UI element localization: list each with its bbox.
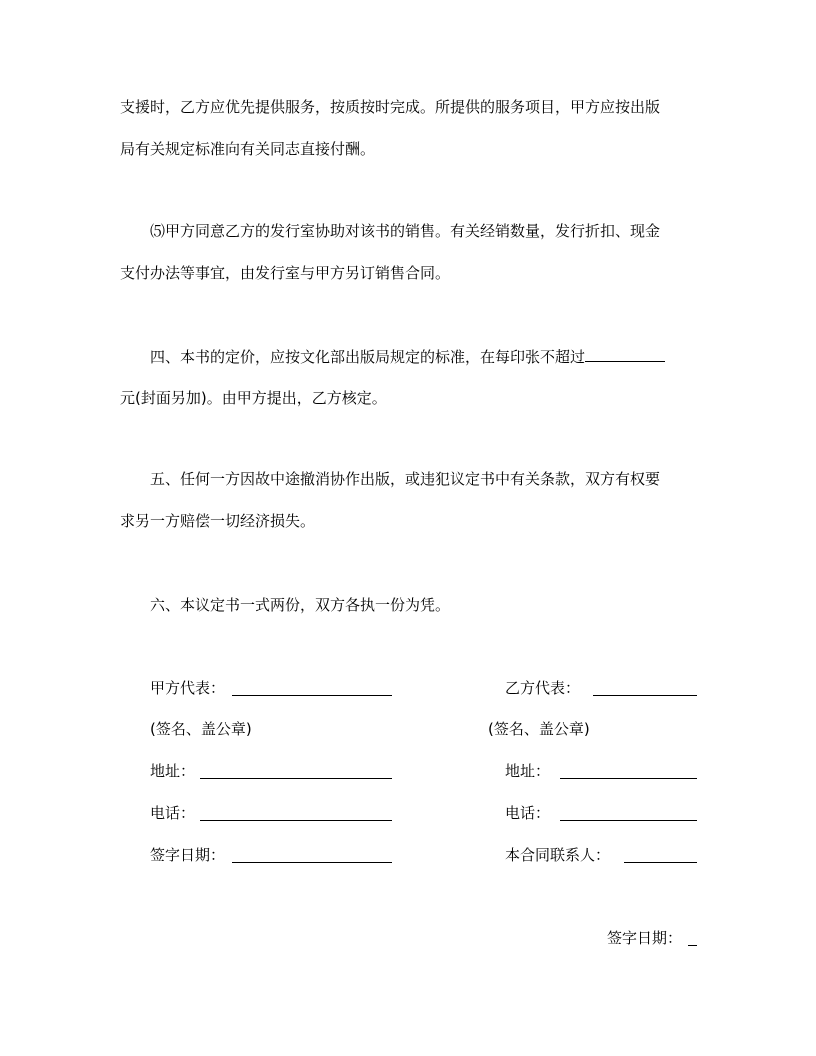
party-a-rep-field[interactable]	[232, 694, 392, 696]
paragraph-text: 支援时，乙方应优先提供服务，按质按时完成。所提供的服务项目，甲方应按出版	[120, 98, 661, 116]
party-a-address-label: 地址：	[150, 762, 196, 780]
paragraph-text: 元(封面另加)。由甲方提出，乙方核定。	[120, 389, 387, 407]
party-b-address-field[interactable]	[560, 777, 697, 779]
final-date-label: 签字日期：	[607, 929, 683, 947]
paragraph-text: 五、任何一方因故中途撤消协作出版，或违犯议定书中有关条款，双方有权要	[150, 470, 661, 488]
price-clause	[150, 346, 665, 366]
party-b-phone-label: 电话：	[505, 804, 551, 822]
paragraph-text: 四、本书的定价，应按文化部出版局规定的标准，在每印张不超过	[150, 348, 586, 366]
party-b-seal-note: (签名、盖公章)	[488, 720, 590, 738]
party-b-rep-label: 乙方代表：	[505, 679, 581, 697]
party-b-address-label: 地址：	[505, 762, 551, 780]
party-b-rep-field[interactable]	[593, 694, 697, 696]
party-a-phone-label: 电话：	[150, 804, 196, 822]
party-b-phone-field[interactable]	[560, 819, 697, 821]
party-a-seal-note: (签名、盖公章)	[150, 720, 252, 738]
party-a-date-field[interactable]	[232, 861, 392, 863]
paragraph-text: 六、本议定书一式两份，双方各执一份为凭。	[150, 596, 451, 614]
final-date-field[interactable]	[688, 944, 697, 946]
paragraph-text: 支付办法等事宜，由发行室与甲方另订销售合同。	[120, 264, 451, 282]
paragraph-text: 局有关规定标准向有关同志直接付酬。	[120, 140, 376, 158]
paragraph-text: 求另一方赔偿一切经济损失。	[120, 512, 316, 530]
party-a-date-label: 签字日期：	[150, 846, 226, 864]
party-a-address-field[interactable]	[200, 777, 392, 779]
party-a-phone-field[interactable]	[200, 819, 392, 821]
paragraph-text: ⑸甲方同意乙方的发行室协助对该书的销售。有关经销数量，发行折扣、现金	[150, 222, 661, 240]
party-b-contact-label: 本合同联系人：	[505, 846, 611, 864]
party-a-rep-label: 甲方代表：	[150, 679, 226, 697]
price-blank-field[interactable]	[585, 346, 665, 362]
party-b-contact-field[interactable]	[624, 861, 697, 863]
